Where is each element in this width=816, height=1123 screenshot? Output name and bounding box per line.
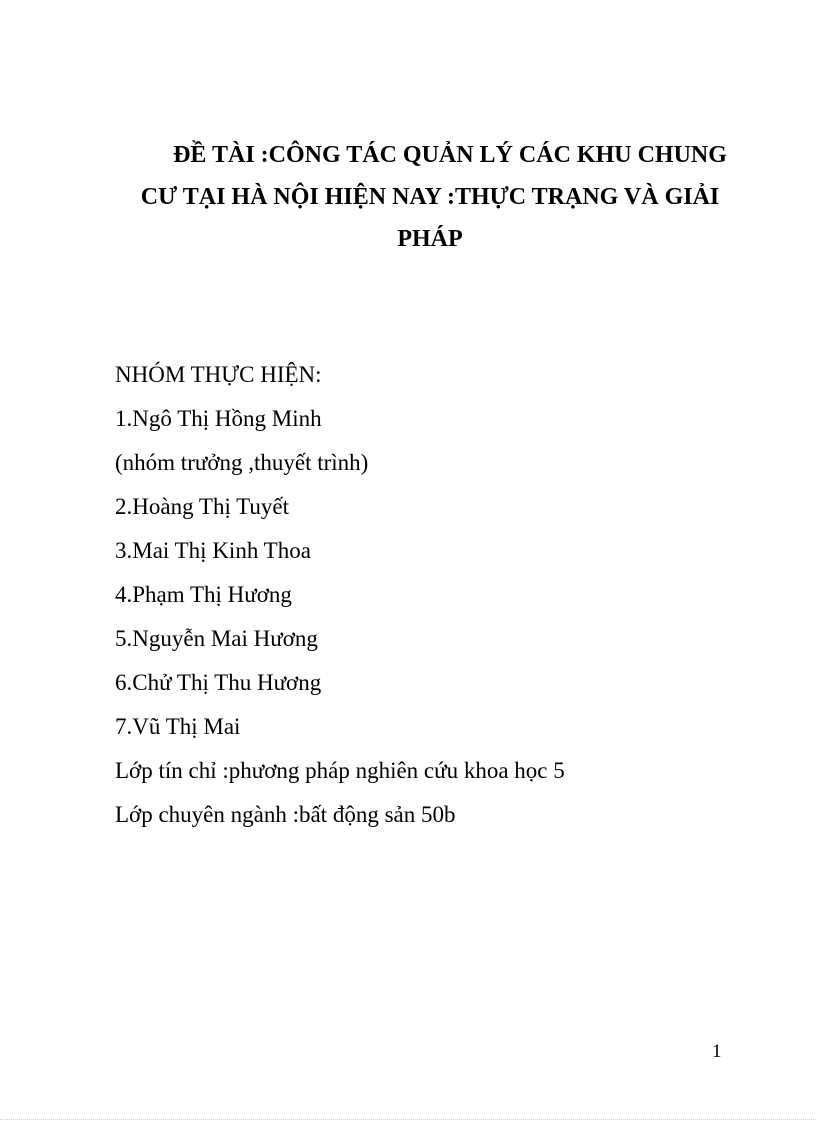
member-4: 4.Phạm Thị Hương	[115, 582, 292, 607]
member-7: 7.Vũ Thị Mai	[115, 714, 241, 739]
member-1-role: (nhóm trưởng ,thuyết trình)	[115, 450, 369, 475]
title-line-2: CƯ TẠI HÀ NỘI HIỆN NAY :THỰC TRẠNG VÀ GIẢI	[140, 184, 720, 210]
member-6: 6.Chử Thị Thu Hương	[115, 670, 322, 695]
document-title	[100, 134, 760, 260]
member-3: 3.Mai Thị Kinh Thoa	[115, 538, 311, 563]
group-heading: NHÓM THỰC HIỆN:	[115, 362, 322, 387]
member-5: 5.Nguyễn Mai Hương	[115, 626, 318, 651]
member-2: 2.Hoàng Thị Tuyết	[115, 494, 290, 519]
credit-class: Lớp tín chỉ :phương pháp nghiên cứu khoa học 5	[115, 758, 565, 783]
major-class: Lớp chuyên ngành :bất động sản 50b	[115, 802, 456, 827]
title-line-1: ĐỀ TÀI :CÔNG TÁC QUẢN LÝ CÁC KHU CHUNG	[173, 142, 727, 168]
page-bottom-divider	[0, 1119, 816, 1120]
title-line-3: PHÁP	[397, 226, 463, 252]
member-1: 1.Ngô Thị Hồng Minh	[115, 406, 322, 431]
page-number: 1	[712, 1041, 722, 1062]
